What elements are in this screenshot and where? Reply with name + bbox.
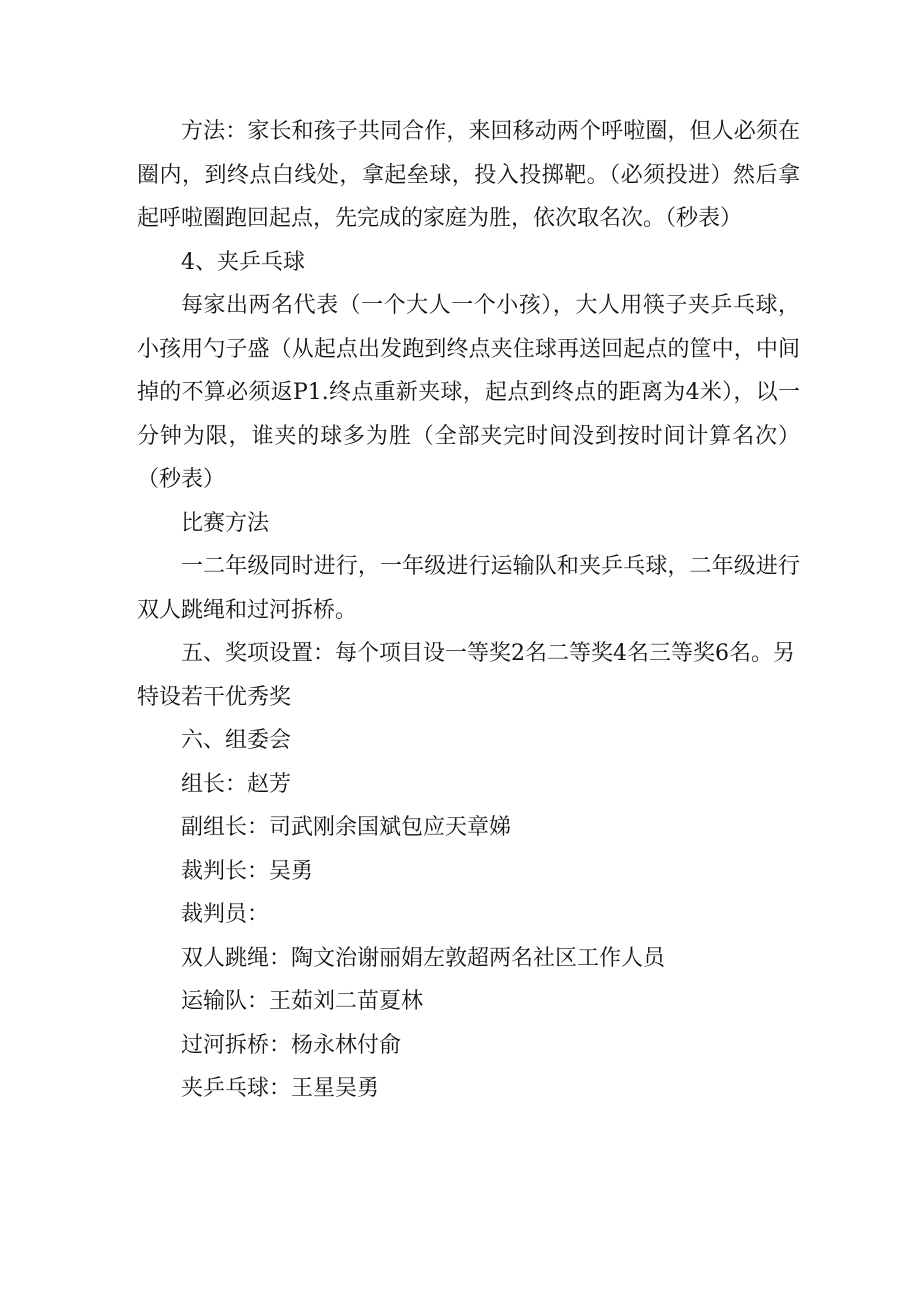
document-page (137, 110, 800, 1111)
heading-organizing-committee: 六、组委会 (181, 728, 292, 753)
committee-deputy-leaders: 副组长：司武刚余国斌包应天章娣 (181, 815, 512, 840)
committee-referees-label: 裁判员： (181, 902, 270, 927)
referees-river-crossing: 过河拆桥：杨永林付俞 (181, 1032, 402, 1058)
committee-leader: 组长：赵芳 (181, 771, 292, 797)
paragraph-grade-schedule: 一二年级同时进行，一年级进行运输队和夹乒乓球，二年级进行双人跳绳和过河拆桥。 (137, 554, 800, 623)
paragraph-method-hula-hoop: 方法：家长和孩子共同合作，来回移动两个呼啦圈，但人必须在圈内，到终点白线处，拿起垒球，投入投掷靶。（必须投进）然后拿起呼啦圈跑回起点，先完成的家庭为胜，依次取名次。（秒表） (137, 119, 800, 231)
paragraph-awards: 五、奖项设置：每个项目设一等奖2名二等奖4名三等奖6名。另特设若干优秀奖 (137, 641, 795, 710)
heading-ping-pong: 4、夹乒乓球 (181, 249, 305, 275)
referees-transport-team: 运输队：王茹刘二苗夏林 (181, 989, 424, 1014)
heading-competition-method: 比赛方法 (181, 510, 270, 536)
paragraph-ping-pong-rules: 每家出两名代表（一个大人一个小孩），大人用筷子夹乒乓球，小孩用勺子盛（从起点出发跑到终点夹住球再送回起点的筐中，中间掉的不算必须返P1.终点重新夹球，起点到终点的距离为4米），以一分钟为限，谁夹的球多为胜（全部夹完时间没到按时间计算名次）（秒表） (137, 293, 800, 492)
referees-double-jump-rope: 双人跳绳：陶文治谢丽娟左敦超两名社区工作人员 (181, 945, 666, 971)
referees-ping-pong: 夹乒乓球：王星吴勇 (181, 1076, 380, 1101)
committee-chief-referee: 裁判长：吴勇 (181, 858, 314, 884)
